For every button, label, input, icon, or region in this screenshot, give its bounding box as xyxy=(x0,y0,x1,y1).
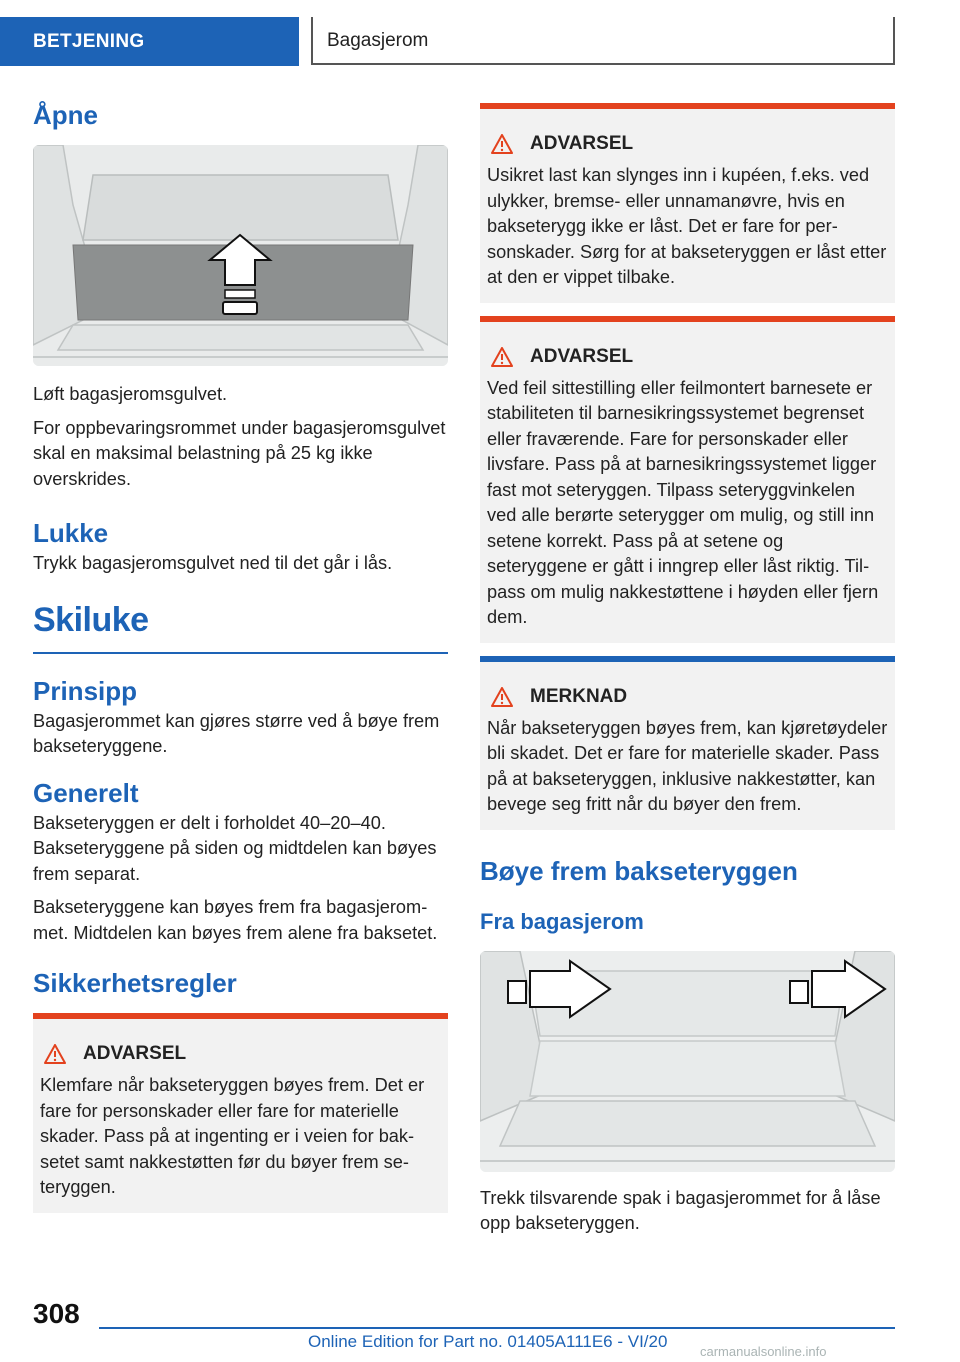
warning-text: Usikret last kan slynges inn i kupéen, f.eks. ved ulykker, bremse- eller unnamanøvre, hvis en bakseterygg ikke er låst. Det er fare for personskader. Sørg for at bakseteryggen er låst etter at den er vippet tilbake. xyxy=(487,165,887,287)
footer-rule xyxy=(99,1327,895,1329)
fold-paragraph-1: Trekk tilsvarende spak i bagasjerommet for å låse opp bakseteryggen. xyxy=(480,1187,881,1233)
warning-box-child-seat xyxy=(480,316,895,643)
note-box xyxy=(480,656,895,830)
principle-paragraph-1: Bagasjerommet kan gjøres større ved å bøye frem bakseteryggene. xyxy=(33,710,440,756)
left-column xyxy=(33,100,448,1213)
fold-title: Bøye frem bakseteryggen xyxy=(480,855,798,886)
note-title xyxy=(487,686,888,708)
trunk-floor-drawing xyxy=(33,145,448,366)
header-topic: Bagasjerom xyxy=(311,17,895,65)
general-paragraph-2: Bakseteryggene kan bøyes frem fra bagasjerommet. Midtdelen kan bøyes frem alene fra baksetet. xyxy=(33,897,438,943)
page-number: 308 xyxy=(33,1298,80,1329)
footer-watermark: carmanualsonline.info xyxy=(700,1344,827,1359)
chapter-title: Skiluke xyxy=(33,601,448,654)
warning-title xyxy=(487,133,888,155)
from-trunk-title: Fra bagasjerom xyxy=(480,908,644,934)
seatback-release-drawing xyxy=(480,951,895,1172)
warning-triangle-icon xyxy=(491,687,513,707)
header-section-tab: BETJENING xyxy=(0,17,299,66)
warning-label: ADVARSEL xyxy=(83,1043,187,1064)
warning-label: ADVARSEL xyxy=(530,133,634,154)
warning-label: ADVARSEL xyxy=(530,345,634,367)
open-paragraph-1: Løft bagasjeromsgulvet. xyxy=(33,384,228,404)
close-title: Lukke xyxy=(33,518,109,548)
warning-text: Klemfare når bakseteryggen bøyes frem. Det er fare for personskader eller fare for materielle skader. Pass på at ingenting er i veien for baksetet samt nakkestøtten før du bøyer frem seteryggen. xyxy=(40,1075,425,1197)
safety-title: Sikkerhetsregler xyxy=(33,968,237,998)
footer-edition xyxy=(308,1332,667,1352)
note-label: MERKNAD xyxy=(530,685,628,707)
open-paragraph-2: For oppbevaringsrommet under bagasjeromsgulvet skal en maksimal belastning på 25 kg ikke overskrides. xyxy=(33,417,446,489)
close-paragraph-1: Trykk bagasjeromsgulvet ned til det går i lås. xyxy=(33,553,393,573)
warning-triangle-icon xyxy=(491,134,513,154)
trunk-floor-illustration xyxy=(33,145,448,366)
warning-box-cargo xyxy=(480,103,895,303)
general-title: Generelt xyxy=(33,777,139,808)
open-title: Åpne xyxy=(33,100,98,130)
warning-box-pinch xyxy=(33,1013,448,1213)
general-paragraph-1: Bakseteryggen er delt i forholdet 40–20–40. Bakseteryggene på siden og midtdelen kan bøyes frem separat. xyxy=(33,812,437,884)
footer-edition-text: Online Edition for Part no. 01405A111E6 - VI/20 xyxy=(308,1332,668,1351)
warning-triangle-icon xyxy=(491,347,513,367)
note-text: Når bakseteryggen bøyes frem, kan kjøretøydeler bli skadet. Det er fare for materielle skader. Pass på at bakseteryggen, inklusive nakkestøtter, kan bevege seg fritt når du bøyer den frem. xyxy=(487,717,888,814)
warning-triangle-icon xyxy=(44,1044,66,1064)
warning-title xyxy=(40,1043,441,1065)
warning-text: Ved feil sittestilling eller feilmontert barnesete er stabiliteten til barnesikringssystemet begrenset eller fraværende. Fare for personskader eller livsfare. Pass på at barnesikringssystemet ligger fast mot seteryggen. Tilpass seteryggvinkelen ved alle berørte seterygger om mulig, og still inn setene korrekt. Pass på at setene og seteryggene er gått i inngrep eller låst riktig. Tilpass om mulig nakkestøttene i høyden eller fjern dem. xyxy=(487,377,879,627)
warning-title xyxy=(487,346,888,368)
right-column xyxy=(480,103,895,1237)
seatback-release-illustration xyxy=(480,951,895,1172)
principle-title: Prinsipp xyxy=(33,675,138,706)
